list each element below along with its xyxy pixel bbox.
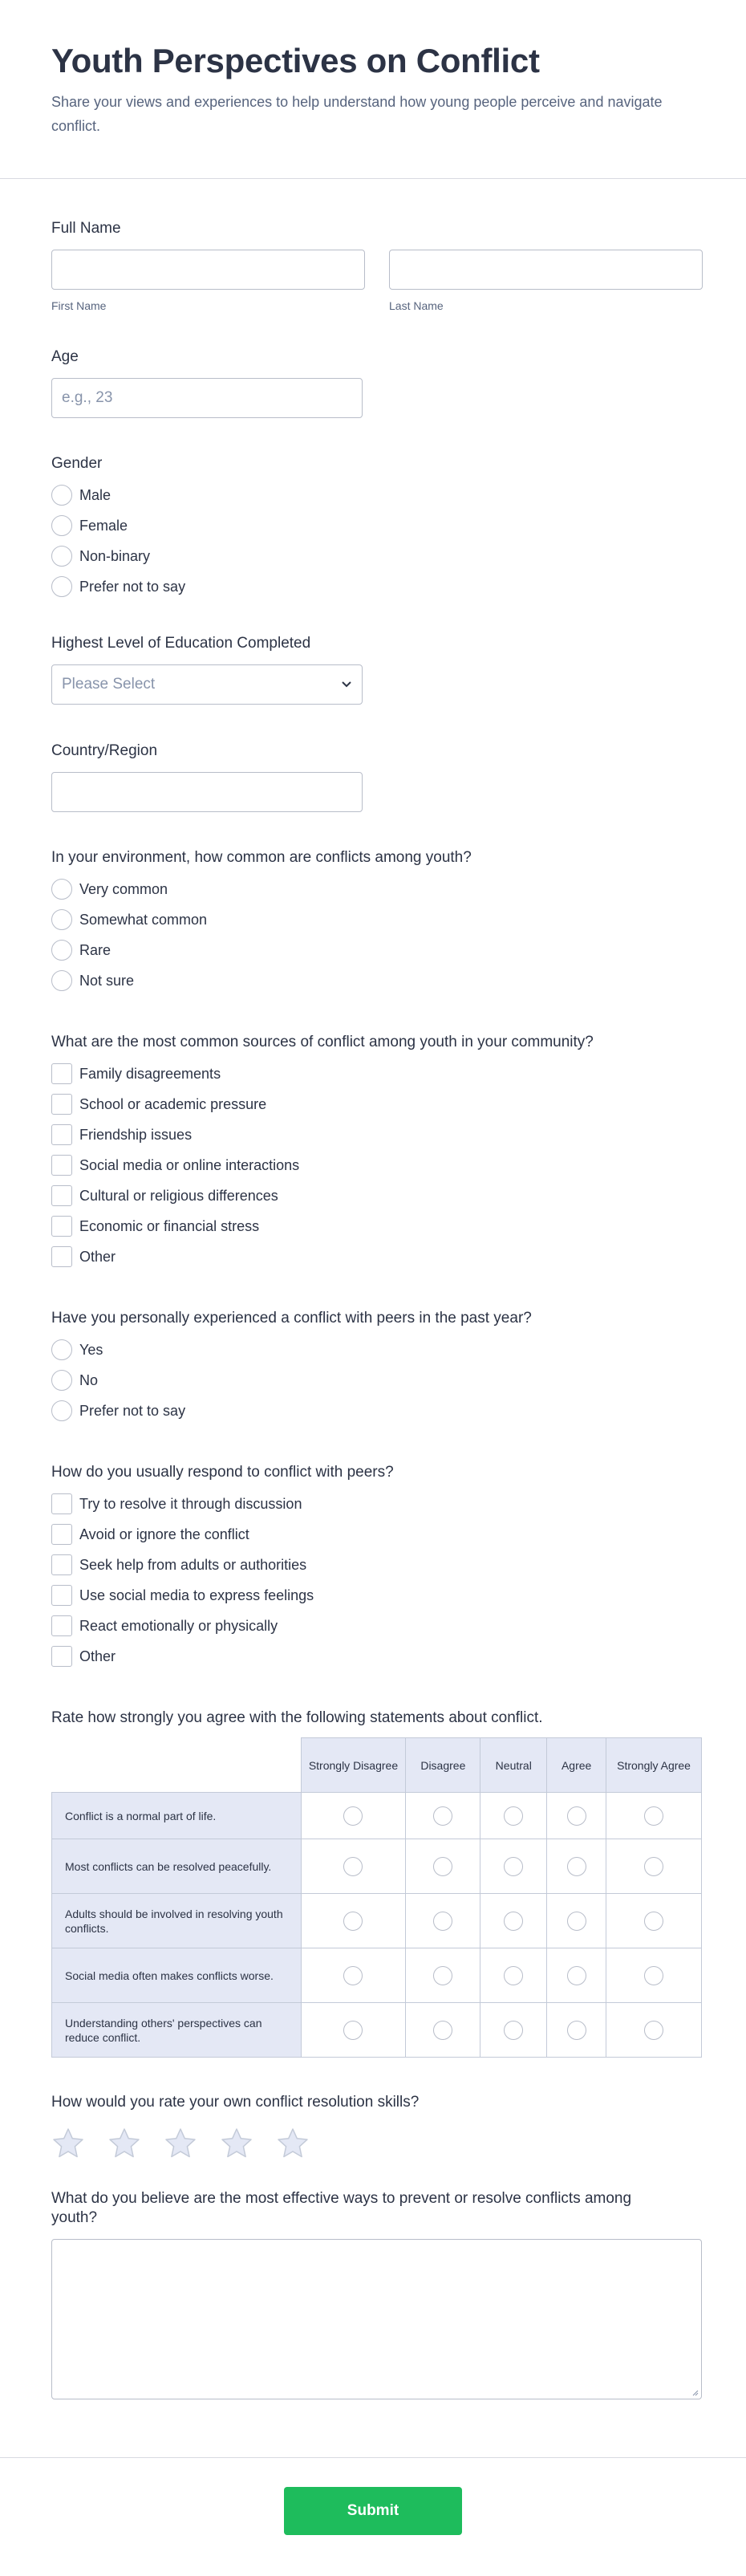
rating-question — [51, 2093, 703, 2160]
personal-experience-options — [51, 1339, 703, 1421]
checkbox-option[interactable] — [51, 1554, 703, 1575]
responses-label: How do you usually respond to conflict with peers? — [51, 1464, 394, 1481]
radio-option[interactable] — [51, 970, 703, 991]
matrix-radio-button[interactable] — [504, 1966, 523, 1985]
matrix-radio-button[interactable] — [343, 1806, 363, 1826]
matrix-row — [52, 1894, 702, 1948]
radio-option[interactable] — [51, 879, 703, 900]
star-icon[interactable] — [51, 2127, 85, 2160]
option-label: No — [79, 1371, 99, 1388]
country-question — [51, 742, 703, 812]
matrix-cell — [547, 1793, 606, 1839]
checkbox-option[interactable] — [51, 1493, 703, 1514]
conflict-sources-question — [51, 1033, 703, 1267]
radio-button[interactable] — [51, 485, 72, 506]
gender-question — [51, 454, 703, 597]
personal-experience-label: Have you personally experienced a conflict with peers in the past year? — [51, 1310, 532, 1327]
checkbox[interactable] — [51, 1554, 72, 1575]
option-label: Use social media to express feelings — [79, 1587, 314, 1603]
matrix-radio-button[interactable] — [567, 1966, 586, 1985]
checkbox[interactable] — [51, 1646, 72, 1667]
matrix-radio-button[interactable] — [567, 1912, 586, 1931]
education-select[interactable] — [51, 664, 363, 705]
matrix-cell — [547, 1894, 606, 1948]
matrix-cell — [301, 2003, 406, 2058]
matrix-radio-button[interactable] — [644, 2021, 663, 2040]
matrix-question — [51, 1709, 703, 2058]
country-label: Country/Region — [51, 742, 158, 759]
rating-label: How would you rate your own conflict resolution skills? — [51, 2094, 420, 2111]
matrix-radio-button[interactable] — [433, 1806, 452, 1826]
matrix-cell — [606, 1793, 702, 1839]
matrix-radio-button[interactable] — [504, 2021, 523, 2040]
checkbox-option[interactable] — [51, 1185, 703, 1206]
checkbox[interactable] — [51, 1185, 72, 1206]
matrix-radio-button[interactable] — [504, 1857, 523, 1876]
gender-label: Gender — [51, 455, 103, 472]
matrix-row — [52, 1793, 702, 1839]
radio-option[interactable] — [51, 515, 703, 536]
radio-option[interactable] — [51, 1339, 703, 1360]
matrix-row-label: Understanding others' perspectives can reduce conflict. — [52, 2003, 302, 2058]
option-label: Somewhat common — [79, 911, 208, 928]
matrix-radio-button[interactable] — [567, 1857, 586, 1876]
option-label: React emotionally or physically — [79, 1617, 278, 1634]
checkbox-option[interactable] — [51, 1246, 703, 1267]
matrix-cell — [547, 2003, 606, 2058]
matrix-radio-button[interactable] — [343, 1857, 363, 1876]
option-label: Non-binary — [79, 547, 151, 564]
matrix-cell — [301, 1894, 406, 1948]
checkbox[interactable] — [51, 1524, 72, 1545]
agreement-matrix — [51, 1737, 702, 2058]
last-name-sublabel: Last Name — [389, 299, 444, 312]
radio-button[interactable] — [51, 515, 72, 536]
star-icon[interactable] — [107, 2127, 141, 2160]
personal-experience-question — [51, 1309, 703, 1421]
matrix-row-label: Adults should be involved in resolving youth conflicts. — [52, 1894, 302, 1948]
option-label: Not sure — [79, 972, 135, 989]
radio-option[interactable] — [51, 1400, 703, 1421]
option-label: Prefer not to say — [79, 1402, 186, 1419]
matrix-body — [52, 1793, 702, 2058]
checkbox-option[interactable] — [51, 1155, 703, 1176]
radio-option[interactable] — [51, 1370, 703, 1391]
star-icon[interactable] — [164, 2127, 197, 2160]
checkbox-option[interactable] — [51, 1094, 703, 1115]
submit-button[interactable]: Submit — [284, 2487, 462, 2535]
matrix-header-row — [52, 1738, 702, 1793]
option-label: School or academic pressure — [79, 1095, 267, 1112]
matrix-radio-button[interactable] — [343, 2021, 363, 2040]
effective-ways-label: What do you believe are the most effective ways to prevent or resolve conflicts among youth? — [51, 2190, 632, 2226]
education-label: Highest Level of Education Completed — [51, 635, 311, 652]
country-input[interactable] — [51, 772, 363, 812]
matrix-corner — [52, 1738, 302, 1793]
radio-button[interactable] — [51, 940, 72, 961]
chevron-down-icon — [341, 678, 352, 691]
checkbox[interactable] — [51, 1155, 72, 1176]
option-label: Very common — [79, 880, 168, 897]
radio-button[interactable] — [51, 909, 72, 930]
option-label: Avoid or ignore the conflict — [79, 1526, 249, 1542]
age-question — [51, 347, 703, 418]
checkbox[interactable] — [51, 1216, 72, 1237]
option-label: Other — [79, 1648, 116, 1664]
matrix-cell — [406, 1948, 480, 2003]
matrix-row-label: Conflict is a normal part of life. — [52, 1793, 302, 1839]
radio-option[interactable] — [51, 485, 703, 506]
radio-button[interactable] — [51, 970, 72, 991]
matrix-radio-button[interactable] — [343, 1966, 363, 1985]
star-icon[interactable] — [276, 2127, 310, 2160]
matrix-cell — [406, 1894, 480, 1948]
matrix-radio-button[interactable] — [433, 1912, 452, 1931]
checkbox-option[interactable] — [51, 1524, 703, 1545]
conflict-sources-options — [51, 1063, 703, 1267]
education-question — [51, 634, 703, 705]
matrix-radio-button[interactable] — [644, 1857, 663, 1876]
resize-handle-icon[interactable] — [691, 2388, 699, 2396]
radio-option[interactable] — [51, 909, 703, 930]
matrix-cell — [406, 2003, 480, 2058]
matrix-radio-button[interactable] — [504, 1806, 523, 1826]
radio-option[interactable] — [51, 546, 703, 567]
matrix-column-header: Strongly Agree — [606, 1738, 702, 1793]
matrix-radio-button[interactable] — [567, 2021, 586, 2040]
effective-ways-textarea[interactable] — [51, 2239, 702, 2399]
matrix-cell — [406, 1793, 480, 1839]
full-name-label: Full Name — [51, 220, 121, 237]
radio-button[interactable] — [51, 546, 72, 567]
matrix-radio-button[interactable] — [433, 2021, 452, 2040]
option-label: Rare — [79, 941, 111, 958]
matrix-cell — [301, 1793, 406, 1839]
gender-options — [51, 485, 703, 597]
radio-button[interactable] — [51, 1339, 72, 1360]
checkbox-option[interactable] — [51, 1124, 703, 1145]
checkbox[interactable] — [51, 1094, 72, 1115]
effective-ways-question — [51, 2189, 703, 2399]
responses-options — [51, 1493, 703, 1667]
option-label: Family disagreements — [79, 1065, 221, 1082]
form-title: Youth Perspectives on Conflict — [51, 42, 540, 79]
option-label: Social media or online interactions — [79, 1156, 300, 1173]
checkbox-option[interactable] — [51, 1063, 703, 1084]
matrix-radio-button[interactable] — [644, 1966, 663, 1985]
checkbox-option[interactable] — [51, 1615, 703, 1636]
checkbox[interactable] — [51, 1063, 72, 1084]
star-icon[interactable] — [220, 2127, 253, 2160]
matrix-radio-button[interactable] — [343, 1912, 363, 1931]
first-name-sublabel: First Name — [51, 299, 107, 312]
option-label: Yes — [79, 1341, 103, 1358]
matrix-column-header: Disagree — [406, 1738, 480, 1793]
matrix-column-header: Strongly Disagree — [301, 1738, 406, 1793]
matrix-cell — [606, 1839, 702, 1894]
option-label: Female — [79, 517, 128, 534]
matrix-cell — [480, 1948, 547, 2003]
matrix-cell — [480, 1839, 547, 1894]
checkbox-option[interactable] — [51, 1216, 703, 1237]
option-label: Prefer not to say — [79, 578, 186, 595]
form-header — [0, 0, 746, 179]
checkbox[interactable] — [51, 1493, 72, 1514]
matrix-cell — [480, 2003, 547, 2058]
matrix-cell — [480, 1894, 547, 1948]
radio-option[interactable] — [51, 576, 703, 597]
matrix-radio-button[interactable] — [433, 1857, 452, 1876]
star-rating — [51, 2127, 703, 2160]
matrix-radio-button[interactable] — [504, 1912, 523, 1931]
option-label: Cultural or religious differences — [79, 1187, 278, 1204]
matrix-row-label: Social media often makes conflicts worse. — [52, 1948, 302, 2003]
option-label: Try to resolve it through discussion — [79, 1495, 302, 1512]
checkbox[interactable] — [51, 1246, 72, 1267]
last-name-input[interactable] — [389, 250, 703, 290]
option-label: Seek help from adults or authorities — [79, 1556, 307, 1573]
matrix-cell — [606, 2003, 702, 2058]
checkbox[interactable] — [51, 1615, 72, 1636]
matrix-row — [52, 2003, 702, 2058]
matrix-column-header: Agree — [547, 1738, 606, 1793]
matrix-cell — [480, 1793, 547, 1839]
conflict-sources-label: What are the most common sources of conflict among youth in your community? — [51, 1034, 594, 1050]
radio-option[interactable] — [51, 940, 703, 961]
matrix-row-label: Most conflicts can be resolved peacefully. — [52, 1839, 302, 1894]
checkbox-option[interactable] — [51, 1646, 703, 1667]
matrix-cell — [301, 1839, 406, 1894]
age-input[interactable] — [51, 378, 363, 418]
age-label: Age — [51, 348, 79, 365]
radio-button[interactable] — [51, 1370, 72, 1391]
matrix-cell — [606, 1894, 702, 1948]
radio-button[interactable] — [51, 576, 72, 597]
matrix-cell — [547, 1948, 606, 2003]
first-name-input[interactable] — [51, 250, 365, 290]
radio-button[interactable] — [51, 879, 72, 900]
matrix-cell — [301, 1948, 406, 2003]
matrix-column-header: Neutral — [480, 1738, 547, 1793]
conflict-frequency-question — [51, 848, 703, 991]
radio-button[interactable] — [51, 1400, 72, 1421]
conflict-frequency-options — [51, 879, 703, 991]
matrix-cell — [406, 1839, 480, 1894]
matrix-radio-button[interactable] — [567, 1806, 586, 1826]
matrix-cell — [606, 1948, 702, 2003]
matrix-radio-button[interactable] — [433, 1966, 452, 1985]
full-name-question — [51, 219, 703, 312]
form-description: Share your views and experiences to help understand how young people perceive and navigate conflict. — [51, 94, 663, 134]
form-footer — [0, 2457, 746, 2576]
option-label: Other — [79, 1248, 116, 1265]
education-selected-value: Please Select — [62, 676, 156, 693]
matrix-radio-button[interactable] — [644, 1806, 663, 1826]
matrix-row — [52, 1839, 702, 1894]
matrix-cell — [547, 1839, 606, 1894]
checkbox[interactable] — [51, 1585, 72, 1606]
conflict-frequency-label: In your environment, how common are conflicts among youth? — [51, 849, 472, 866]
checkbox[interactable] — [51, 1124, 72, 1145]
option-label: Economic or financial stress — [79, 1217, 260, 1234]
matrix-radio-button[interactable] — [644, 1912, 663, 1931]
checkbox-option[interactable] — [51, 1585, 703, 1606]
option-label: Friendship issues — [79, 1126, 193, 1143]
form-body — [0, 219, 746, 2399]
responses-question — [51, 1463, 703, 1667]
matrix-label: Rate how strongly you agree with the following statements about conflict. — [51, 1709, 543, 1726]
matrix-row — [52, 1948, 702, 2003]
option-label: Male — [79, 486, 111, 503]
